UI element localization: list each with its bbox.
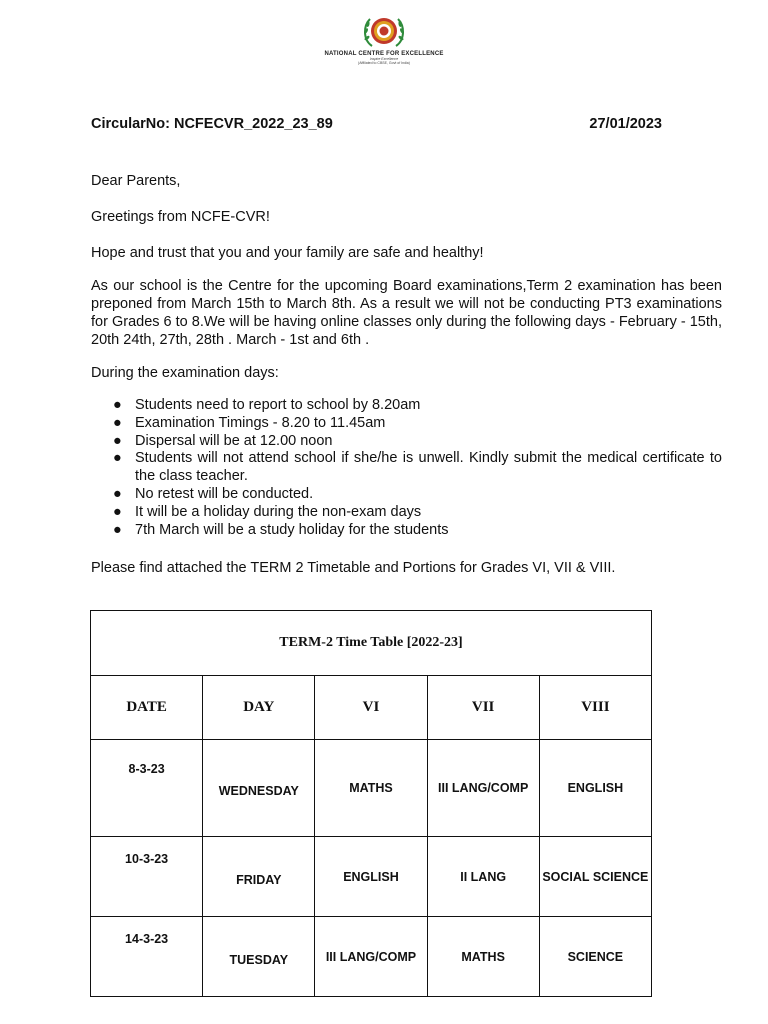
- subject-cell: MATHS: [315, 740, 427, 837]
- bullet-dot-icon: ●: [113, 432, 122, 449]
- column-header: DATE: [91, 676, 203, 740]
- list-item: ● Students need to report to school by 8.20am: [113, 397, 421, 413]
- subject-cell: SCIENCE: [539, 917, 651, 997]
- exam-days-intro: During the examination days:: [91, 365, 279, 381]
- org-tagline: Inspire Excellence: [369, 57, 399, 61]
- date-cell: 14-3-23: [91, 917, 203, 997]
- list-item: ● No retest will be conducted.: [113, 485, 314, 502]
- table-row: [91, 837, 652, 917]
- subject-cell: II LANG: [427, 837, 539, 917]
- bullet-dot-icon: ●: [113, 450, 122, 467]
- subject-cell: SOCIAL SCIENCE: [539, 837, 651, 917]
- attachment-note: Please find attached the TERM 2 Timetable and Portions for Grades VI, VII & VIII.: [91, 560, 616, 576]
- day-cell: FRIDAY: [203, 837, 315, 917]
- table-header-row: [91, 676, 652, 740]
- greeting: Greetings from NCFE-CVR!: [91, 209, 270, 225]
- list-item: ● Examination Timings - 8.20 to 11.45am: [113, 414, 386, 431]
- column-header: VIII: [539, 676, 651, 740]
- list-item: ● It will be a holiday during the non-exam days: [113, 503, 422, 520]
- timetable-title: TERM-2 Time Table [2022-23]: [91, 611, 652, 676]
- timetable: [90, 610, 652, 997]
- list-item: ● Dispersal will be at 12.00 noon: [113, 432, 333, 449]
- subject-cell: III LANG/COMP: [427, 740, 539, 837]
- column-header: VII: [427, 676, 539, 740]
- bullet-dot-icon: ●: [113, 503, 122, 520]
- bullet-dot-icon: ●: [113, 521, 122, 538]
- subject-cell: ENGLISH: [315, 837, 427, 917]
- org-name: NATIONAL CENTRE FOR EXCELLENCE: [324, 51, 444, 57]
- table-row: [91, 740, 652, 837]
- subject-cell: ENGLISH: [539, 740, 651, 837]
- circular-date: 27/01/2023: [589, 116, 662, 132]
- salutation: Dear Parents,: [91, 173, 181, 189]
- circular-header: [91, 116, 662, 132]
- day-cell: TUESDAY: [203, 917, 315, 997]
- list-item: ● Students will not attend school if she/he is unwell. Kindly submit the medical certificate to the class teacher.: [113, 450, 722, 485]
- exam-rules-list: [91, 397, 722, 539]
- date-cell: 8-3-23: [91, 740, 203, 837]
- subject-cell: MATHS: [427, 917, 539, 997]
- table-row: [91, 917, 652, 997]
- circular-number: CircularNo: NCFECVR_2022_23_89: [91, 116, 333, 132]
- subject-cell: III LANG/COMP: [315, 917, 427, 997]
- list-item: ● 7th March will be a study holiday for the students: [113, 521, 449, 538]
- main-paragraph: As our school is the Centre for the upcoming Board examinations,Term 2 examination has been preponed from March 15th to March 8th. As a result we will not be conducting PT3 examinations for Grades 6 to 8.We will be having online classes only during the following days - February - 15th, 20th 24th, 27th, 28th . March - 1st and 6th .: [91, 278, 722, 348]
- school-emblem-icon: [361, 14, 407, 50]
- school-logo: [0, 14, 768, 65]
- bullet-dot-icon: ●: [113, 485, 122, 502]
- date-cell: 10-3-23: [91, 837, 203, 917]
- column-header: DAY: [203, 676, 315, 740]
- day-cell: WEDNESDAY: [203, 740, 315, 837]
- bullet-dot-icon: ●: [113, 414, 122, 431]
- bullet-dot-icon: ●: [113, 397, 122, 413]
- column-header: VI: [315, 676, 427, 740]
- hope-line: Hope and trust that you and your family are safe and healthy!: [91, 245, 484, 261]
- org-affiliation: (Affiliated to CBSE, Govt of India): [358, 61, 410, 65]
